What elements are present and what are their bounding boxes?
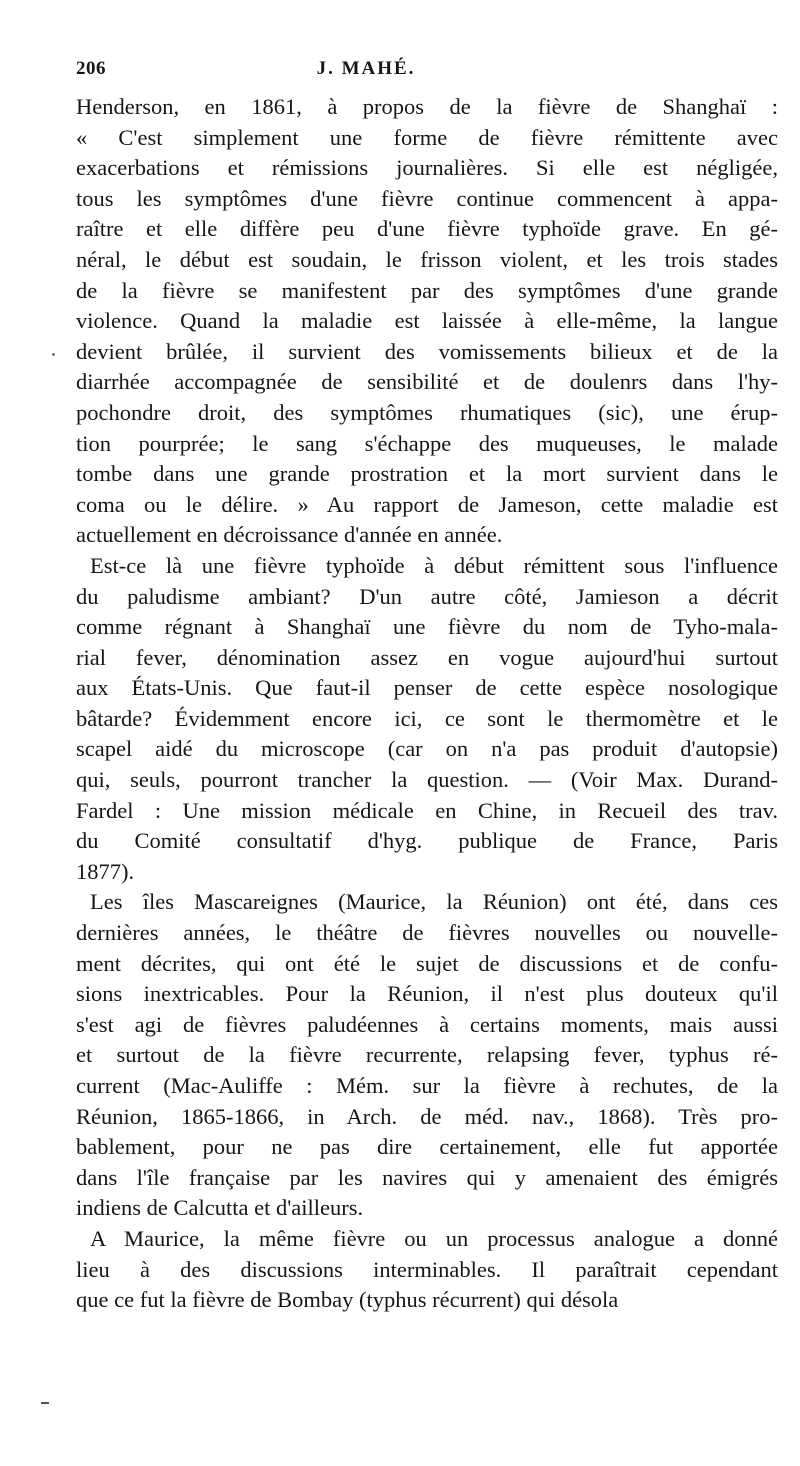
text-line: dernières années, le théâtre de fièvres nouvelles ou nouvelle- — [76, 920, 778, 946]
page-number: 206 — [76, 58, 106, 79]
text-line: aux États-Unis. Que faut-il penser de cette espèce nosologique — [76, 675, 778, 701]
text-line: « C'est simplement une forme de fièvre rémittente avec — [76, 124, 778, 150]
text-line: ment décrites, qui ont été le sujet de discussions et de confu- — [76, 950, 778, 976]
paragraph — [76, 551, 778, 888]
text-line: scapel aidé du microscope (car on n'a pas produit d'autopsie) — [76, 736, 778, 762]
body-text — [76, 92, 778, 1316]
text-line: Réunion, 1865-1866, in Arch. de méd. nav., 1868). Très pro- — [76, 1103, 778, 1129]
text-line: Est-ce là une fièvre typhoïde à début rémittent sous l'influence — [90, 552, 778, 578]
text-line: comme régnant à Shanghaï une fièvre du nom de Tyho-mala- — [76, 614, 778, 640]
text-line: bâtarde? Évidemment encore ici, ce sont le thermomètre et le — [76, 705, 778, 731]
text-line: tombe dans une grande prostration et la mort survient dans le — [76, 461, 778, 487]
text-line: pochondre droit, des symptômes rhumatiques (sic), une érup- — [76, 399, 778, 425]
text-line: coma ou le délire. » Au rapport de Jameson, cette maladie est — [76, 491, 778, 517]
text-line: de la fièvre se manifestent par des symptômes d'une grande — [76, 277, 778, 303]
text-line: du Comité consultatif d'hyg. publique de France, Paris — [76, 828, 778, 854]
running-head: J. MAHÉ. — [316, 58, 416, 79]
text-line: diarrhée accompagnée de sensibilité et de doulenrs dans l'hy- — [76, 369, 778, 395]
paragraph — [76, 1224, 778, 1316]
paragraph — [76, 887, 778, 1224]
text-line: bablement, pour ne pas dire certainement, elle fut apportée — [76, 1134, 778, 1160]
print-speck — [52, 353, 55, 356]
text-line: rial fever, dénomination assez en vogue aujourd'hui surtout — [76, 644, 778, 670]
text-line: tion pourprée; le sang s'échappe des muqueuses, le malade — [76, 430, 778, 456]
text-line: s'est agi de fièvres paludéennes à certains moments, mais aussi — [76, 1011, 778, 1037]
text-line: A Maurice, la même fièvre ou un processus analogue a donné — [90, 1225, 778, 1251]
text-line: actuellement en décroissance d'année en année. — [76, 522, 503, 548]
text-line: indiens de Calcutta et d'ailleurs. — [76, 1195, 364, 1221]
text-line: lieu à des discussions interminables. Il paraîtrait cependant — [76, 1256, 778, 1282]
text-line: Fardel : Une mission médicale en Chine, in Recueil des trav. — [76, 797, 778, 823]
text-line: que ce fut la fièvre de Bombay (typhus récurrent) qui désola — [76, 1287, 619, 1313]
print-mark — [41, 1402, 49, 1404]
text-line: devient brûlée, il survient des vomissements bilieux et de la — [76, 338, 778, 364]
text-line: exacerbations et rémissions journalières. Si elle est négligée, — [76, 155, 778, 181]
text-line: qui, seuls, pourront trancher la question. — (Voir Max. Durand- — [76, 767, 778, 793]
text-line: violence. Quand la maladie est laissée à elle-même, la langue — [76, 308, 778, 334]
text-line: Henderson, en 1861, à propos de la fièvre de Shanghaï : — [76, 94, 778, 119]
text-line: sions inextricables. Pour la Réunion, il n'est plus douteux qu'il — [76, 981, 778, 1007]
text-line: Les îles Mascareignes (Maurice, la Réunion) ont été, dans ces — [90, 889, 778, 915]
page-header — [76, 58, 776, 88]
paragraph — [76, 92, 778, 551]
text-line: 1877). — [76, 858, 135, 884]
text-line: du paludisme ambiant? D'un autre côté, Jamieson a décrit — [76, 583, 778, 609]
text-line: néral, le début est soudain, le frisson violent, et les trois stades — [76, 246, 778, 272]
text-line: current (Mac-Auliffe : Mém. sur la fièvre à rechutes, de la — [76, 1073, 778, 1098]
text-line: tous les symptômes d'une fièvre continue commencent à appa- — [76, 185, 778, 211]
text-line: dans l'île française par les navires qui y amenaient des émigrés — [76, 1164, 778, 1190]
text-line: raître et elle diffère peu d'une fièvre typhoïde grave. En gé- — [76, 216, 778, 242]
text-line: et surtout de la fièvre recurrente, relapsing fever, typhus ré- — [76, 1042, 778, 1068]
